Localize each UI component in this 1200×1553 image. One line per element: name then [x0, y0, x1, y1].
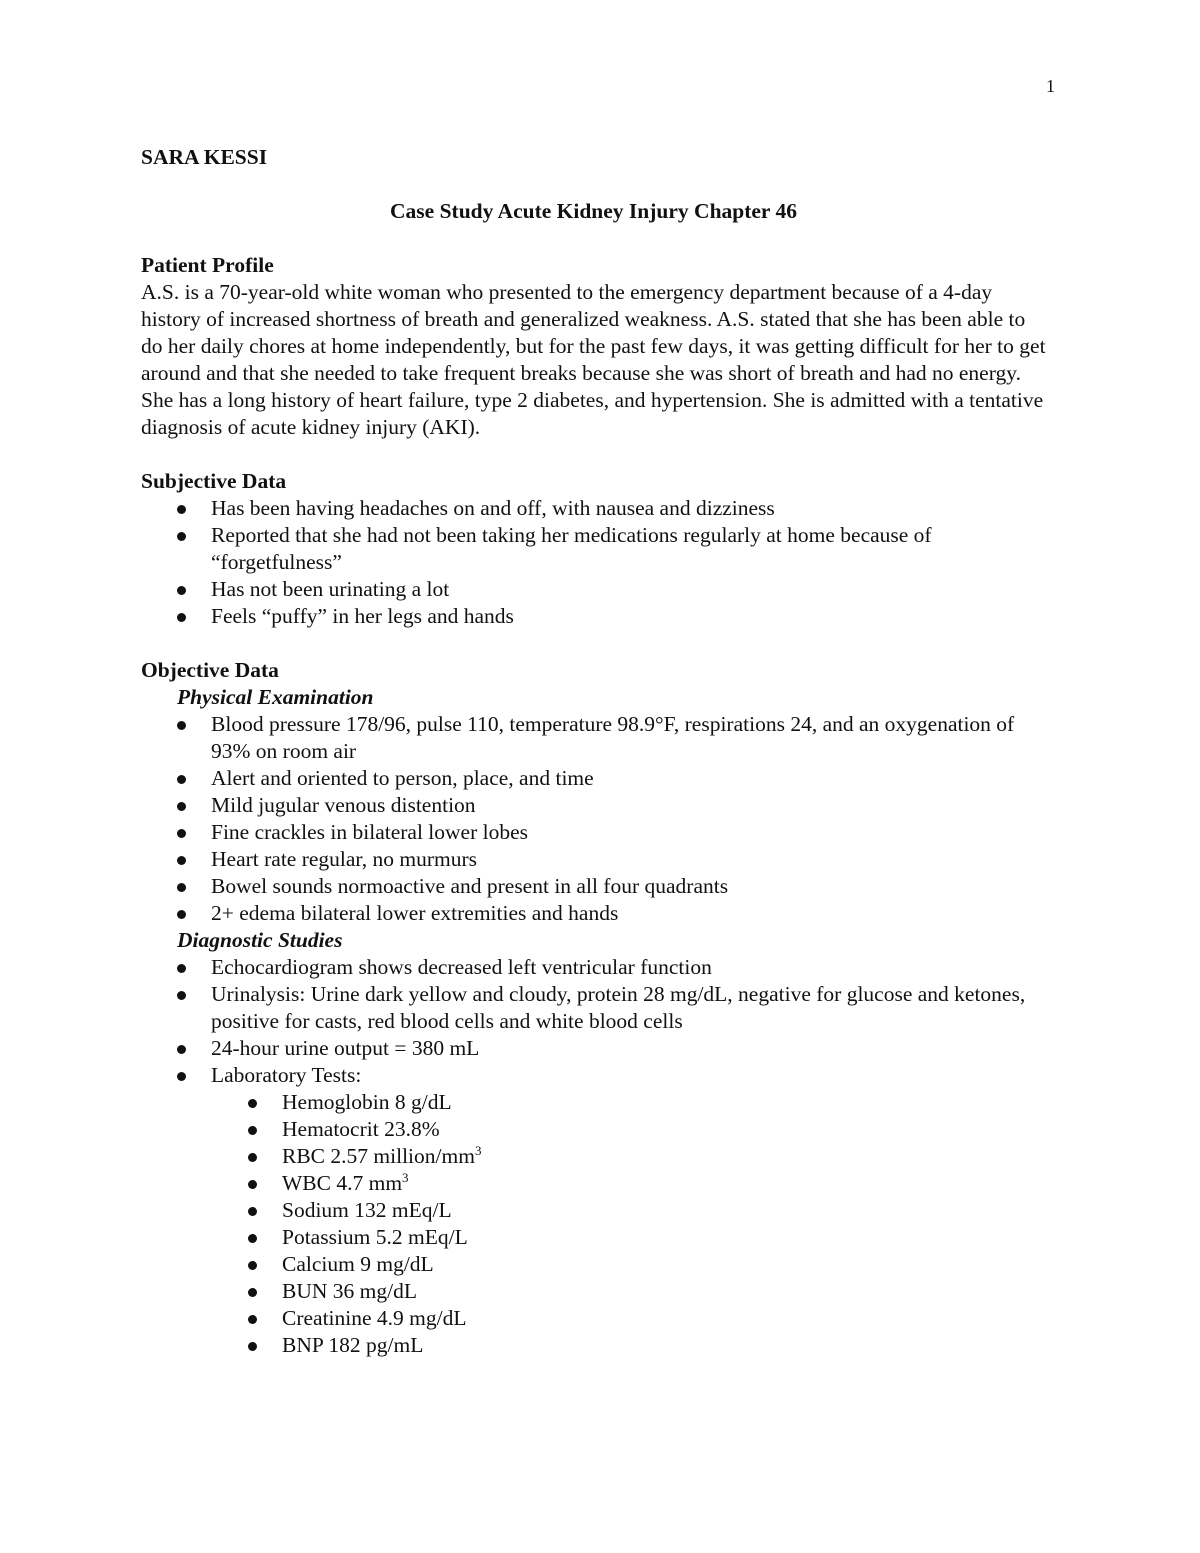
list-item: Blood pressure 178/96, pulse 110, temperature 98.9°F, respirations 24, and an oxygenation of 93% on room air [141, 711, 1046, 765]
list-item: Mild jugular venous distention [141, 792, 1046, 819]
lab-test-item [141, 1197, 1046, 1224]
lab-test-item [141, 1251, 1046, 1278]
physical-exam-list [141, 711, 1046, 927]
subjective-data-list [141, 495, 1046, 630]
superscript: 3 [402, 1169, 409, 1185]
lab-test-text: RBC 2.57 million/mm [282, 1144, 475, 1168]
superscript: 3 [474, 1142, 482, 1158]
list-item: Feels “puffy” in her legs and hands [141, 603, 1046, 630]
patient-profile-text: A.S. is a 70-year-old white woman who presented to the emergency department because of a 4-day history of increased shortness of breath and generalized weakness. A.S. stated that she has been able to do her daily chores at home independently, but for the past few days, it was getting difficult for her to get around and that she needed to take frequent breaks because she was short of breath and had no energy. She has a long history of heart failure, type 2 diabetes, and hypertension. She is admitted with a tentative diagnosis of acute kidney injury (AKI). [141, 280, 1046, 439]
lab-test-text: BNP 182 pg/mL [282, 1333, 424, 1357]
list-item: 24-hour urine output = 380 mL [141, 1035, 1046, 1062]
lab-test-text: Calcium 9 mg/dL [282, 1252, 434, 1276]
lab-test-item [141, 1224, 1046, 1251]
objective-data-heading: Objective Data [141, 658, 279, 682]
lab-tests-list [141, 1089, 1046, 1359]
diagnostic-studies-list [141, 954, 1046, 1089]
list-item: Reported that she had not been taking her medications regularly at home because of “forgetfulness” [141, 522, 1046, 576]
list-item: Alert and oriented to person, place, and time [141, 765, 1046, 792]
lab-test-item [141, 1089, 1046, 1116]
list-item: Fine crackles in bilateral lower lobes [141, 819, 1046, 846]
lab-test-item [141, 1278, 1046, 1305]
list-item: Urinalysis: Urine dark yellow and cloudy, protein 28 mg/dL, negative for glucose and ketones, positive for casts, red blood cells and white blood cells [141, 981, 1046, 1035]
lab-test-text: Hematocrit 23.8% [282, 1117, 440, 1141]
page-number: 1 [1046, 76, 1055, 96]
lab-test-item [141, 1305, 1046, 1332]
list-item: Has not been urinating a lot [141, 576, 1046, 603]
lab-test-item [141, 1116, 1046, 1143]
lab-test-text: WBC 4.7 mm [282, 1171, 403, 1195]
lab-test-text: Creatinine 4.9 mg/dL [282, 1306, 467, 1330]
lab-test-item [141, 1332, 1046, 1359]
diagnostic-studies-heading: Diagnostic Studies [177, 928, 343, 952]
lab-test-item [141, 1170, 1046, 1197]
list-item: Heart rate regular, no murmurs [141, 846, 1046, 873]
document-title: Case Study Acute Kidney Injury Chapter 46 [390, 199, 797, 223]
list-item: Echocardiogram shows decreased left ventricular function [141, 954, 1046, 981]
subjective-data-heading: Subjective Data [141, 469, 287, 493]
lab-test-item [141, 1143, 1046, 1170]
list-item: Has been having headaches on and off, with nausea and dizziness [141, 495, 1046, 522]
author-name: SARA KESSI [141, 145, 268, 169]
list-item: 2+ edema bilateral lower extremities and hands [141, 900, 1046, 927]
lab-test-text: Sodium 132 mEq/L [282, 1198, 452, 1222]
list-item: Bowel sounds normoactive and present in all four quadrants [141, 873, 1046, 900]
lab-test-text: Hemoglobin 8 g/dL [282, 1090, 452, 1114]
list-item: Laboratory Tests: [141, 1062, 1046, 1089]
document-body [141, 144, 1046, 1359]
lab-test-text: BUN 36 mg/dL [282, 1279, 417, 1303]
patient-profile-heading: Patient Profile [141, 253, 274, 277]
lab-test-text: Potassium 5.2 mEq/L [282, 1225, 468, 1249]
physical-exam-heading: Physical Examination [177, 685, 374, 709]
